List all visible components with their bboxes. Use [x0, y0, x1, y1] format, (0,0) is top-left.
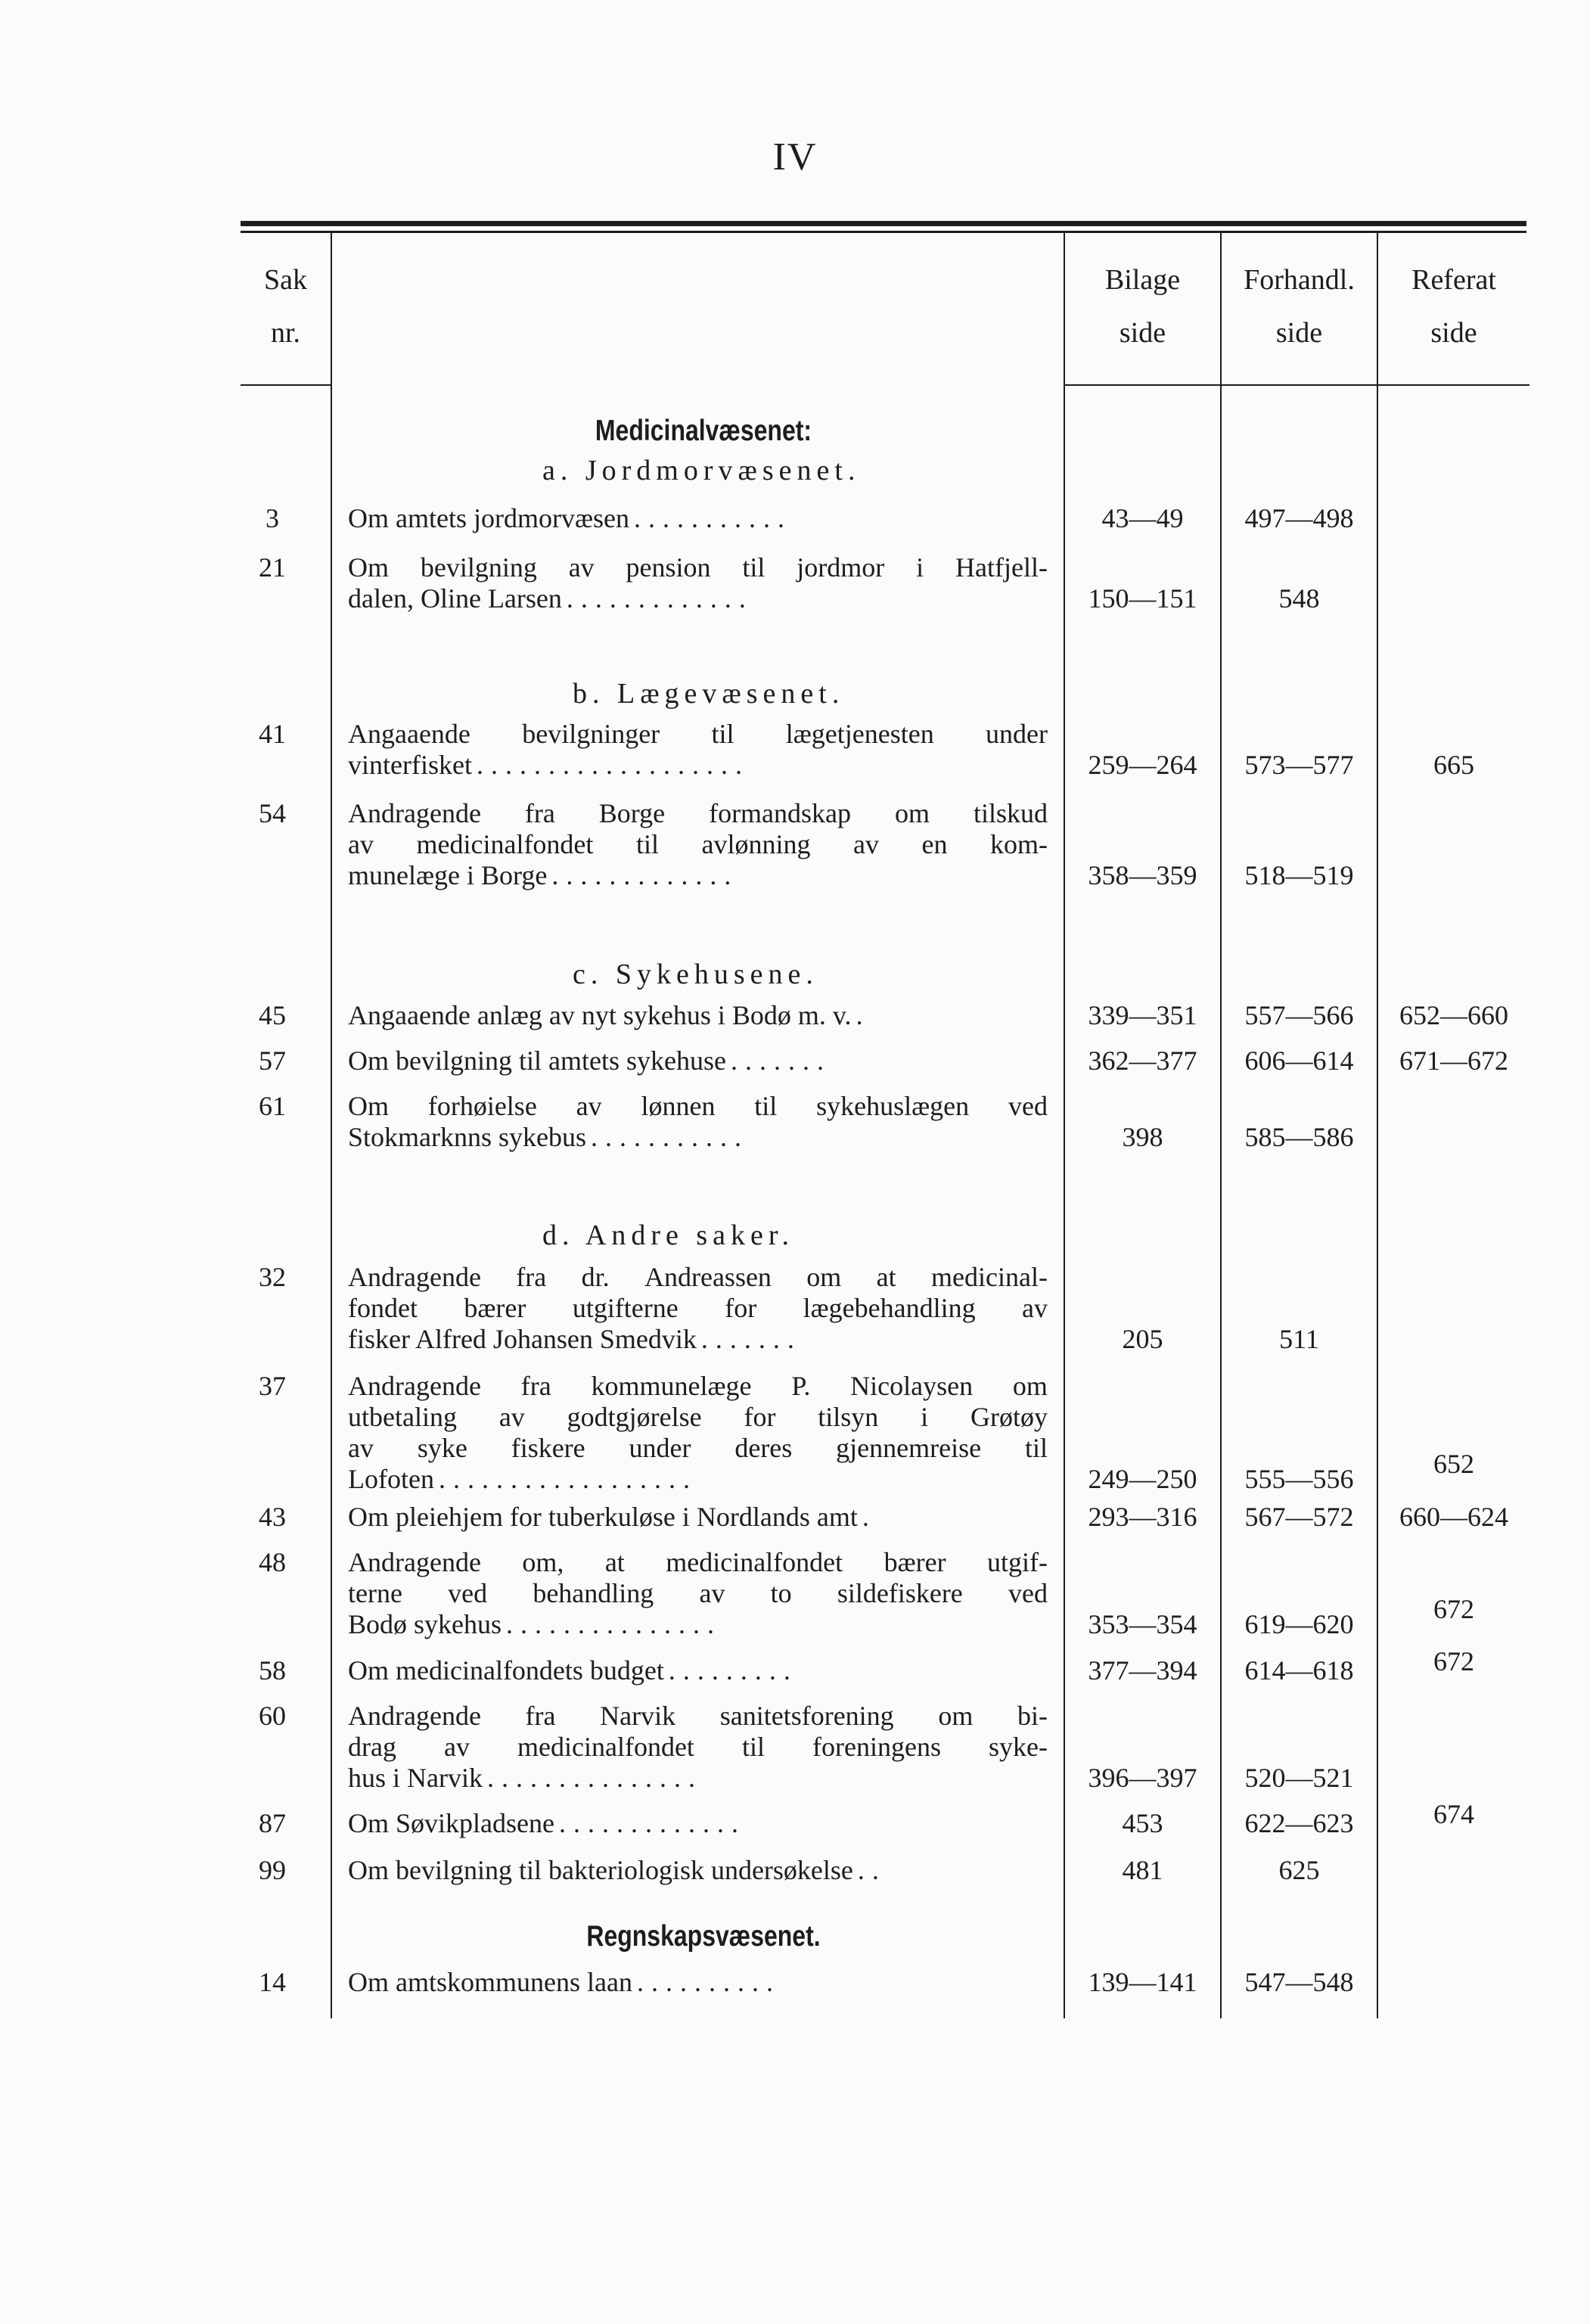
bilage-page: 339—351 — [1088, 1000, 1197, 1030]
description-word: bærer — [884, 1547, 946, 1577]
header-forhandl-line2: side — [1275, 317, 1323, 349]
description-word: bevilgning — [420, 552, 537, 583]
sak-number: 3 — [266, 503, 279, 533]
bilage-page: 150—151 — [1088, 583, 1197, 614]
forhandl-page: 606—614 — [1244, 1045, 1354, 1076]
description-word: kommunelæge — [591, 1371, 752, 1401]
description-text: Om Søvikpladsene — [348, 1808, 554, 1838]
forhandl-page: 557—566 — [1244, 1000, 1354, 1030]
header-separator — [1222, 384, 1377, 386]
entry-description — [348, 1967, 1048, 1998]
description-word: medicinalfondet — [416, 829, 594, 859]
description-text: hus i Narvik — [348, 1763, 483, 1793]
description-word: av — [568, 552, 595, 583]
description-word: sanitetsforening — [719, 1701, 894, 1731]
page-number: IV — [772, 135, 818, 179]
description-line — [348, 1464, 1048, 1495]
description-word: sykehuslægen — [816, 1091, 970, 1121]
referat-page: 674 — [1433, 1798, 1474, 1829]
forhandl-page: 520—521 — [1244, 1763, 1354, 1793]
description-word: til — [742, 552, 765, 583]
sak-number: 41 — [259, 719, 286, 749]
description-line — [348, 1578, 1048, 1609]
description-line — [348, 1763, 1048, 1794]
dot-leader: .................. — [438, 1464, 697, 1494]
description-word: tilsyn — [818, 1402, 879, 1432]
description-word: ved — [1008, 1091, 1048, 1121]
dot-leader: ............. — [558, 1808, 746, 1838]
description-word: en — [921, 829, 948, 859]
sak-number: 14 — [259, 1967, 286, 1997]
description-word: formandskap — [709, 798, 852, 828]
description-line — [348, 1808, 1048, 1839]
bilage-page: 43—49 — [1101, 503, 1184, 533]
description-word: terne — [348, 1578, 402, 1608]
description-word: om — [938, 1701, 974, 1731]
entry-description — [348, 798, 1048, 891]
sak-number: 99 — [259, 1855, 286, 1885]
description-word: til — [741, 1732, 765, 1762]
description-word: til — [754, 1091, 778, 1121]
description-line — [348, 1609, 1048, 1640]
description-text: Om amtets jordmorvæsen — [348, 503, 629, 533]
top-rule-thin — [241, 231, 1526, 233]
description-line — [348, 1122, 1048, 1153]
description-word: om, — [522, 1547, 564, 1577]
description-word: lægetjenesten — [785, 719, 934, 749]
header-separator — [241, 384, 331, 386]
sak-number: 48 — [259, 1547, 286, 1577]
description-line — [348, 1547, 1048, 1578]
description-line — [348, 829, 1048, 860]
referat-page: 652—660 — [1399, 1000, 1508, 1030]
description-word: utgifterne — [572, 1293, 679, 1323]
dot-leader: ......... — [668, 1655, 798, 1686]
sak-number: 32 — [259, 1262, 286, 1292]
description-word: Andragende — [348, 798, 481, 828]
description-word: fra — [516, 1262, 547, 1292]
forhandl-page: 511 — [1279, 1324, 1319, 1354]
referat-page: 672 — [1433, 1645, 1474, 1676]
description-word: Andragende — [348, 1547, 481, 1577]
description-line — [348, 1262, 1048, 1293]
description-word: Angaaende — [348, 719, 470, 749]
description-word: medicinal- — [931, 1262, 1048, 1292]
entry-description — [348, 1855, 1048, 1886]
description-text: Om bevilgning til amtets sykehuse — [348, 1045, 726, 1076]
forhandl-page: 625 — [1278, 1855, 1320, 1885]
description-line — [348, 503, 1048, 534]
header-referat — [1378, 253, 1529, 359]
description-word: Andragende — [348, 1262, 481, 1292]
forhandl-page: 573—577 — [1244, 750, 1354, 780]
sak-number: 37 — [259, 1371, 286, 1401]
dot-leader: ............. — [551, 860, 739, 890]
forhandl-page: 518—519 — [1244, 860, 1354, 890]
description-word: at — [876, 1262, 896, 1292]
dot-leader: ........... — [633, 503, 792, 533]
dot-leader: .......... — [636, 1967, 781, 1997]
description-word: av — [444, 1732, 470, 1762]
description-line — [348, 1433, 1048, 1464]
description-word: av — [498, 1402, 525, 1432]
referat-page: 672 — [1433, 1593, 1474, 1624]
description-line — [348, 1402, 1048, 1433]
header-separator — [1378, 384, 1529, 386]
description-word: sildefiskere — [837, 1578, 963, 1608]
entry-description — [348, 552, 1048, 614]
description-line — [348, 1000, 1048, 1031]
description-word: godtgjørelse — [567, 1402, 702, 1432]
description-word: Andragende — [348, 1371, 481, 1401]
description-line — [348, 1045, 1048, 1077]
description-word: lægebehandling — [803, 1293, 976, 1323]
description-text: fisker Alfred Johansen Smedvik — [348, 1324, 697, 1354]
header-referat-line1: Referat — [1411, 264, 1496, 296]
bilage-page: 398 — [1122, 1122, 1163, 1152]
bilage-page: 362—377 — [1088, 1045, 1197, 1076]
bilage-page: 249—250 — [1088, 1464, 1197, 1494]
referat-page: 665 — [1433, 750, 1474, 780]
description-text: vinterfisket — [348, 750, 472, 780]
entry-description — [348, 1045, 1048, 1077]
description-word: av — [852, 829, 879, 859]
description-word: bi- — [1017, 1701, 1048, 1731]
description-line — [348, 719, 1048, 750]
sak-number: 54 — [259, 798, 286, 828]
description-word: fra — [524, 798, 555, 828]
description-line — [348, 860, 1048, 891]
header-sak-line1: Sak — [264, 264, 307, 296]
description-word: drag — [348, 1732, 396, 1762]
forhandl-page: 555—556 — [1244, 1464, 1354, 1494]
dot-leader: ................... — [476, 750, 750, 780]
forhandl-page: 548 — [1278, 583, 1320, 614]
description-line — [348, 1655, 1048, 1686]
description-word: to — [770, 1578, 792, 1608]
header-separator — [1065, 384, 1220, 386]
dot-leader: ............... — [506, 1609, 722, 1639]
dot-leader: ....... — [730, 1045, 831, 1076]
description-word: for — [725, 1293, 757, 1323]
bilage-page: 358—359 — [1088, 860, 1197, 890]
entry-description — [348, 1000, 1048, 1031]
entry-description — [348, 1371, 1048, 1495]
description-word: kom- — [989, 829, 1048, 859]
dot-leader: ............. — [566, 583, 753, 614]
description-text: Om pleiehjem for tuberkuløse i Nordlands amt — [348, 1502, 858, 1532]
description-text: munelæge i Borge — [348, 860, 548, 890]
sak-number: 58 — [259, 1655, 286, 1686]
description-text: Bodø sykehus — [348, 1609, 502, 1639]
forhandl-page: 619—620 — [1244, 1609, 1354, 1639]
sak-number: 60 — [259, 1701, 286, 1731]
bilage-page: 481 — [1122, 1855, 1163, 1885]
description-word: forhøielse — [427, 1091, 537, 1121]
description-word: av — [699, 1578, 725, 1608]
header-bilage — [1065, 253, 1220, 359]
description-word: lønnen — [641, 1091, 716, 1121]
dot-leader: . — [862, 1502, 877, 1532]
description-word: om — [1012, 1371, 1048, 1401]
description-line — [348, 1967, 1048, 1998]
description-word: Andragende — [348, 1701, 481, 1731]
description-line — [348, 1701, 1048, 1732]
bilage-page: 353—354 — [1088, 1609, 1197, 1639]
description-line — [348, 1502, 1048, 1533]
description-text: Stokmarknns sykebus — [348, 1122, 586, 1152]
description-word: under — [986, 719, 1048, 749]
subheading-andre-saker: d. Andre saker. — [542, 1219, 794, 1251]
bilage-page: 396—397 — [1088, 1763, 1197, 1793]
description-word: av — [348, 829, 374, 859]
dot-leader: ........... — [591, 1122, 749, 1152]
description-word: syke- — [989, 1732, 1048, 1762]
description-word: Grøtøy — [970, 1402, 1048, 1432]
description-text: Angaaende anlæg av nyt sykehus i Bodø m. v. — [348, 1000, 852, 1030]
entry-description — [348, 1547, 1048, 1640]
referat-page: 671—672 — [1399, 1045, 1508, 1076]
description-word: i — [916, 552, 924, 583]
forhandl-page: 547—548 — [1244, 1967, 1354, 1997]
description-line — [348, 1324, 1048, 1355]
header-bilage-line1: Bilage — [1104, 264, 1181, 296]
header-sak-line2: nr. — [270, 317, 301, 349]
description-word: bevilgninger — [522, 719, 660, 749]
description-word: gjennemreise — [836, 1433, 982, 1463]
sak-number: 61 — [259, 1091, 286, 1121]
description-word: utgif- — [987, 1547, 1048, 1577]
description-word: under — [629, 1433, 691, 1463]
section-title-regnskap: Regnskapsvæsenet. — [586, 1920, 821, 1953]
forhandl-page: 567—572 — [1244, 1502, 1354, 1532]
dot-leader: . — [856, 1000, 871, 1030]
entry-description — [348, 1655, 1048, 1686]
description-word: Borge — [598, 798, 666, 828]
description-word: til — [711, 719, 734, 749]
description-word: i — [921, 1402, 929, 1432]
description-word: Hatfjell- — [955, 552, 1048, 583]
description-text: Lofoten — [348, 1464, 434, 1494]
entry-description — [348, 1091, 1048, 1153]
description-word: behandling — [533, 1578, 654, 1608]
description-line — [348, 1732, 1048, 1763]
description-word: deres — [734, 1433, 793, 1463]
description-word: Nicolaysen — [850, 1371, 974, 1401]
description-word: av — [348, 1433, 374, 1463]
description-line — [348, 1855, 1048, 1886]
bilage-page: 205 — [1122, 1324, 1163, 1354]
description-line — [348, 1371, 1048, 1402]
bilage-page: 377—394 — [1088, 1655, 1197, 1686]
entry-description — [348, 1262, 1048, 1355]
sak-number: 43 — [259, 1502, 286, 1532]
description-word: medicinalfondet — [517, 1732, 694, 1762]
description-word: av — [576, 1091, 602, 1121]
header-referat-line2: side — [1430, 317, 1477, 349]
sak-number: 57 — [259, 1045, 286, 1076]
entry-description — [348, 719, 1048, 781]
dot-leader: ....... — [700, 1324, 802, 1354]
description-word: pension — [626, 552, 711, 583]
description-word: P. — [791, 1371, 811, 1401]
description-word: medicinalfondet — [666, 1547, 843, 1577]
bilage-page: 259—264 — [1088, 750, 1197, 780]
description-text: Om bevilgning til bakteriologisk undersøkelse — [348, 1855, 853, 1885]
description-word: Andreassen — [644, 1262, 772, 1292]
description-word: om — [806, 1262, 842, 1292]
header-forhandl-line1: Forhandl. — [1244, 264, 1355, 296]
description-word: dr. — [581, 1262, 610, 1292]
forhandl-page: 585—586 — [1244, 1122, 1354, 1152]
dot-leader: ............... — [486, 1763, 703, 1793]
description-word: avlønning — [701, 829, 811, 859]
entry-description — [348, 1502, 1048, 1533]
sak-number: 87 — [259, 1808, 286, 1838]
description-line — [348, 1091, 1048, 1122]
description-word: jordmor — [797, 552, 885, 583]
description-word: bærer — [464, 1293, 526, 1323]
description-word: fondet — [348, 1293, 418, 1323]
description-word: fra — [520, 1371, 551, 1401]
referat-page: 652 — [1433, 1448, 1474, 1479]
description-word: Narvik — [600, 1701, 676, 1731]
description-word: tilskud — [973, 798, 1048, 828]
description-line — [348, 1293, 1048, 1324]
entry-description — [348, 1701, 1048, 1794]
description-line — [348, 583, 1048, 614]
description-word: av — [1022, 1293, 1048, 1323]
description-word: for — [744, 1402, 776, 1432]
description-line — [348, 798, 1048, 829]
bilage-page: 453 — [1122, 1808, 1163, 1838]
description-word: ved — [448, 1578, 488, 1608]
subheading-sykehus: c. Sykehusene. — [573, 958, 818, 990]
description-word: at — [604, 1547, 625, 1577]
column-divider-forhandl — [1377, 233, 1378, 2018]
description-word: til — [635, 829, 659, 859]
column-divider-sak — [331, 233, 332, 2018]
description-word: til — [1024, 1433, 1048, 1463]
sak-number: 45 — [259, 1000, 286, 1030]
description-word: om — [894, 798, 930, 828]
top-rule-thick — [241, 221, 1526, 226]
entry-description — [348, 503, 1048, 534]
description-word: Om — [348, 1091, 389, 1121]
description-line — [348, 750, 1048, 781]
header-forhandl — [1222, 253, 1377, 359]
description-word: foreningens — [812, 1732, 941, 1762]
description-word: fiskere — [511, 1433, 585, 1463]
entry-description — [348, 1808, 1048, 1839]
sak-number: 21 — [259, 552, 286, 583]
section-title-medicinal: Medicinalvæsenet: — [595, 415, 812, 447]
header-sak — [241, 253, 331, 359]
forhandl-page: 622—623 — [1244, 1808, 1354, 1838]
description-word: ved — [1008, 1578, 1048, 1608]
referat-page: 660—624 — [1399, 1502, 1508, 1532]
forhandl-page: 497—498 — [1244, 503, 1354, 533]
description-line — [348, 552, 1048, 583]
dot-leader: .. — [857, 1855, 887, 1885]
description-word: syke — [417, 1433, 467, 1463]
subheading-jordmor: a. Jordmorvæsenet. — [542, 455, 861, 486]
description-text: Om amtskommunens laan — [348, 1967, 632, 1997]
bilage-page: 293—316 — [1088, 1502, 1197, 1532]
description-word: utbetaling — [348, 1402, 457, 1432]
description-word: Om — [348, 552, 389, 583]
forhandl-page: 614—618 — [1244, 1655, 1354, 1686]
description-word: fra — [525, 1701, 556, 1731]
description-text: dalen, Oline Larsen — [348, 583, 562, 614]
subheading-laege: b. Lægevæsenet. — [573, 678, 845, 710]
bilage-page: 139—141 — [1088, 1967, 1197, 1997]
header-bilage-line2: side — [1119, 317, 1166, 349]
description-text: Om medicinalfondets budget — [348, 1655, 664, 1686]
